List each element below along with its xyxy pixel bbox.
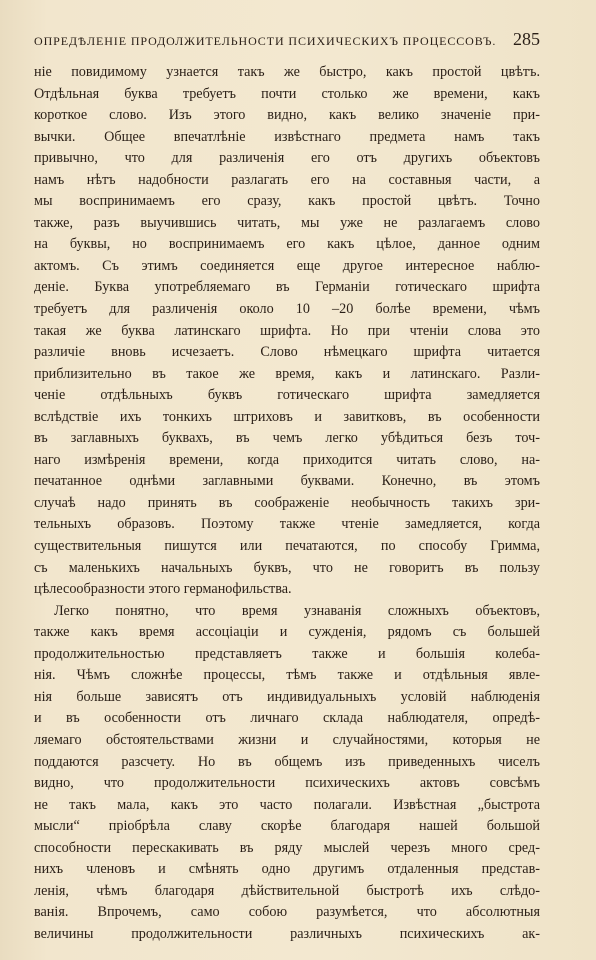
text-line: нихъ членовъ и смѣнять одно другимъ отдаленныя представ-: [34, 861, 540, 878]
text-line: также какъ время ассоціаціи и сужденія, рядомъ съ большей: [34, 624, 540, 641]
text-line: ніе повидимому узнается такъ же быстро, какъ простой цвѣтъ.: [34, 64, 540, 80]
text-line: привычно, что для различенія его отъ другихъ объектовъ: [34, 150, 540, 167]
text-line: нія больше зависятъ отъ индивидуальныхъ условій наблюденія: [34, 688, 540, 705]
text-line: актомъ. Съ этимъ соединяется еще другое интересное наблю-: [34, 257, 540, 274]
text-line: различіе вновь исчезаетъ. Слово нѣмецкаго шрифта читается: [34, 344, 540, 361]
body-text: [34, 62, 540, 945]
text-line: не такъ мала, какъ это часто полагали. Извѣстная „быстрота: [34, 796, 540, 813]
text-line: на буквы, но воспринимаемъ его какъ цѣлое, данное одним: [34, 236, 540, 253]
text-line: вычки. Общее впечатлѣніе извѣстнаго предмета намъ такъ: [34, 128, 540, 145]
text-line: поддаются разсчету. Но въ общемъ изъ приведенныхъ чиселъ: [34, 753, 540, 770]
text-line: съ маленькихъ начальныхъ буквъ, что не говоритъ въ пользу: [34, 559, 540, 576]
text-line: видно, что продолжительности психическихъ актовъ совсѣмъ: [34, 775, 540, 792]
text-line: деніе. Буква употребляемаго въ Германіи готическаго шрифта: [34, 279, 540, 296]
text-line: продолжительностью представляетъ также и большія колеба-: [34, 645, 540, 662]
text-line: ленія, чѣмъ благодаря дѣйствительной быстротѣ ихъ слѣдо-: [34, 882, 540, 899]
text-line: и въ особенности отъ личнаго склада наблюдателя, опредѣ-: [34, 710, 540, 727]
text-line: ченіе отдѣльныхъ буквъ готическаго шрифта замедляется: [34, 387, 540, 404]
text-line: существительныя пишутся или печатаются, по способу Гримма,: [34, 538, 540, 555]
paragraph-start-line: Легко понятно, что время узнаванія сложныхъ объектовъ,: [54, 602, 540, 619]
text-line: величины продолжительности различныхъ психическихъ ак-: [34, 925, 540, 942]
text-line: печатанное однѣми заглавными буквами. Конечно, въ этомъ: [34, 473, 540, 490]
text-line: наго измѣренія времени, когда приходится читать слово, на-: [34, 451, 540, 468]
text-line: въ заглавныхъ буквахъ, въ чемъ легко убѣдиться безъ точ-: [34, 430, 540, 447]
text-line: мы воспринимаемъ его сразу, какъ простой цвѣтъ. Точно: [34, 193, 540, 210]
text-line: Отдѣльная буква требуетъ почти столько же времени, какъ: [34, 85, 540, 102]
text-line: короткое слово. Изъ этого видно, какъ велико значеніе при-: [34, 107, 540, 124]
text-line: мысли“ пріобрѣла славу скорѣе благодаря нашей большой: [34, 818, 540, 835]
text-line: намъ нѣтъ надобности разлагать его на составныя части, а: [34, 171, 540, 188]
text-line: также, разъ выучившись читать, мы уже не разлагаемъ слово: [34, 214, 540, 231]
text-line: случаѣ надо принять въ соображеніе необычность такихъ зри-: [34, 494, 540, 511]
page-number: 285: [513, 29, 540, 49]
text-line: такая же буква латинскаго шрифта. Но при чтеніи слова это: [34, 322, 540, 339]
text-line: способности перескакивать въ ряду мыслей черезъ много сред-: [34, 839, 540, 856]
paragraph-end-line: цѣлесообразности этого германофильства.: [34, 581, 292, 598]
text-line: тельныхъ образовъ. Поэтому также чтеніе замедляется, когда: [34, 516, 540, 533]
text-line: ванія. Впрочемъ, само собою разумѣется, что абсолютныя: [34, 904, 540, 921]
text-line: приблизительно въ такое же время, какъ и латинскаго. Разли-: [34, 365, 540, 382]
running-title: ОПРЕДѢЛЕНІЕ ПРОДОЛЖИТЕЛЬНОСТИ ПСИХИЧЕСКИХЪ ПРОЦЕССОВЪ.: [34, 34, 497, 48]
text-line: вслѣдствіе ихъ тонкихъ штриховъ и завитковъ, въ особенности: [34, 408, 540, 425]
text-line: нія. Чѣмъ сложнѣе процессы, тѣмъ также и отдѣльныя явле-: [34, 667, 540, 684]
text-line: ляемаго обстоятельствами жизни и случайностями, которыя не: [34, 731, 540, 748]
running-header: [34, 26, 540, 52]
text-line: требуетъ для различенія около 10 –20 болѣе времени, чѣмъ: [34, 301, 540, 318]
